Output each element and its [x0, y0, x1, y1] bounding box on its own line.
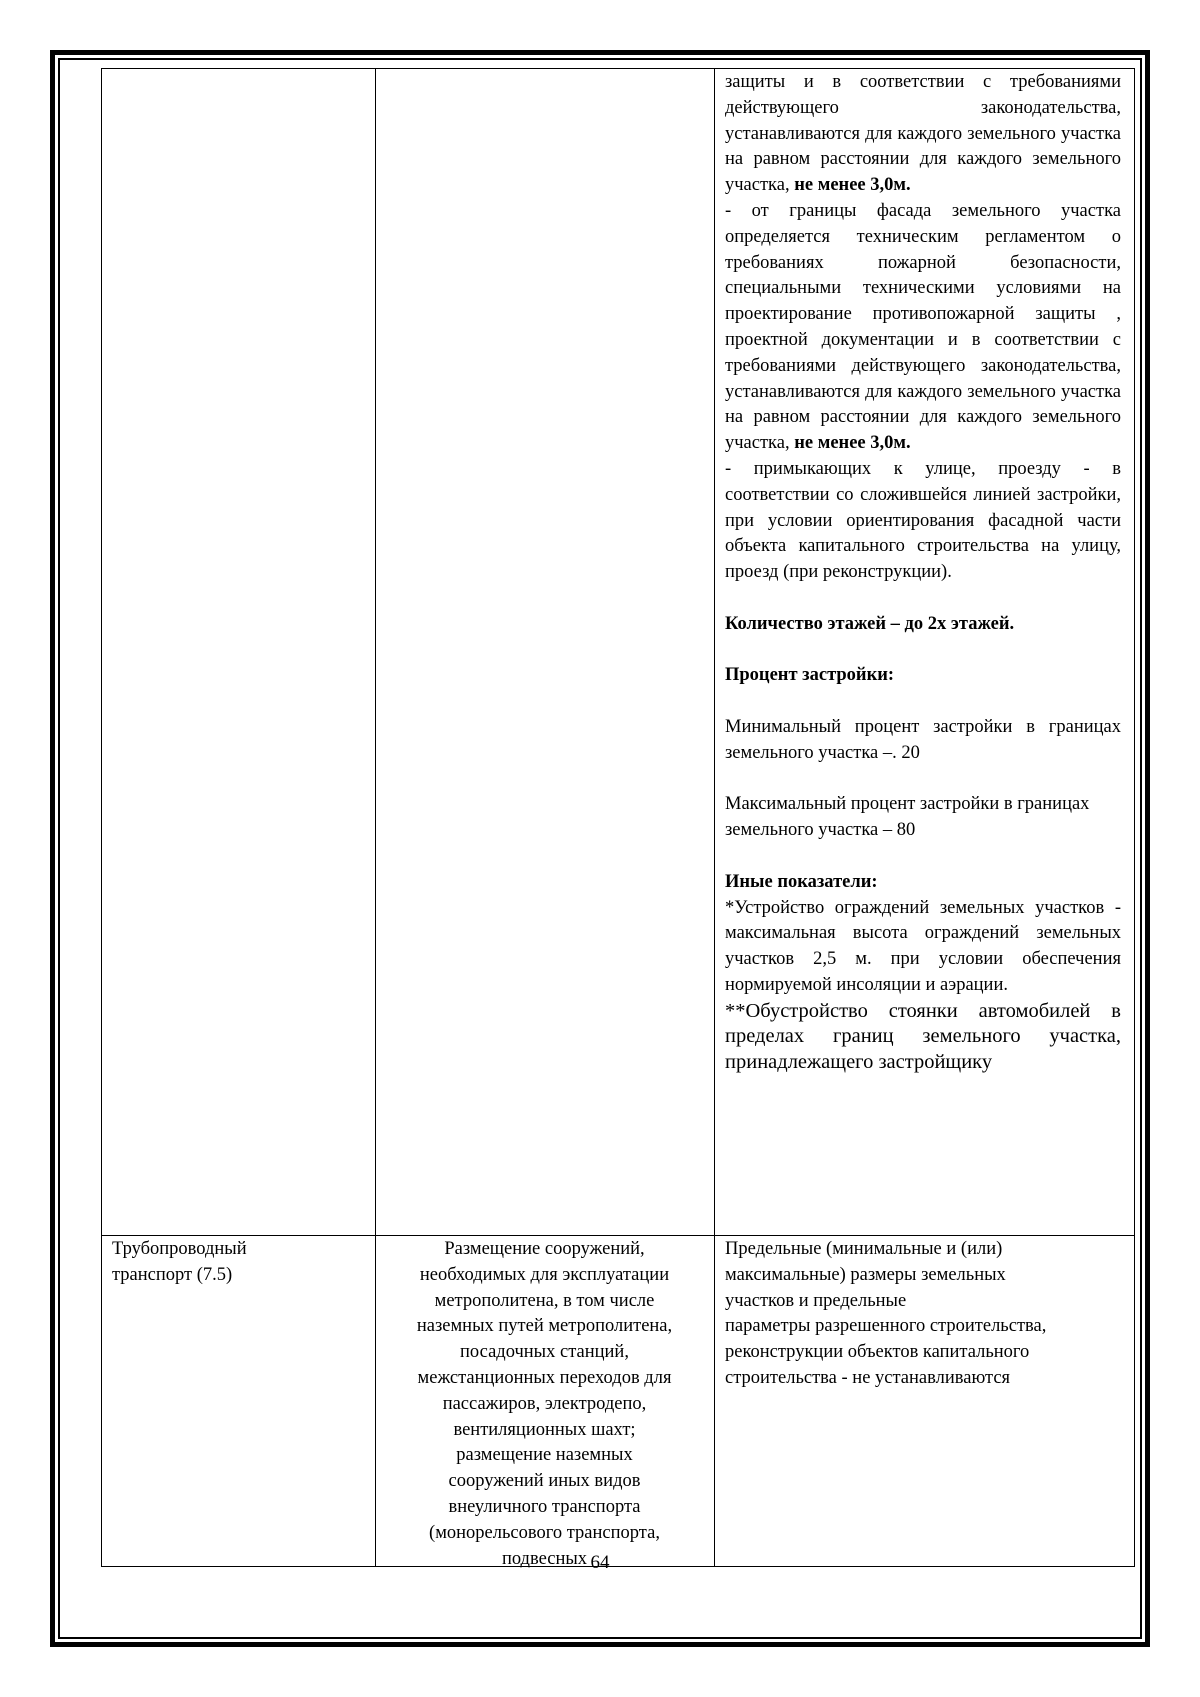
- fences-indicator: *Устройство ограждений земельных участков - максимальная высота ограждений земельных участков 2,5 м. при условии обеспечения нормируемой инсоляции и аэрации.: [725, 897, 1121, 995]
- max-building-percent: Максимальный процент застройки в границах земельного участка – 80: [725, 794, 1090, 841]
- land-use-name-line: Трубопроводный: [112, 1239, 247, 1259]
- description-line: Размещение сооружений,: [444, 1239, 645, 1259]
- description-line: метрополитена, в том числе: [434, 1290, 655, 1311]
- description-line: (монорельсового транспорта,: [429, 1522, 660, 1543]
- description-line: необходимых для эксплуатации: [419, 1264, 670, 1285]
- description-line: посадочных станций,: [460, 1342, 629, 1363]
- land-use-name-line: транспорт (7.5): [112, 1264, 233, 1285]
- row1-parameters-cell: [725, 70, 1121, 1075]
- floors-limit: Количество этажей – до 2х этажей.: [725, 613, 1015, 634]
- description-line: наземных путей метрополитена,: [416, 1316, 673, 1337]
- row-divider: [101, 1235, 1135, 1236]
- setback-paragraph-2: - от границы фасада земельного участка определяется техническим регламентом о требованиях пожарной безопасности, специальными техническими условиями на проектирование противопожарной защиты , проектной документации и в соответствии с требованиями действующего законодательства, устанавливаются для каждого земельного участка на равном расстоянии для каждого земельного участка, не менее 3,0м.: [725, 200, 1121, 454]
- description-line: пассажиров, электродепо,: [442, 1393, 647, 1414]
- description-line: внеуличного транспорта: [448, 1496, 641, 1517]
- parameters-line: максимальные) размеры земельных: [725, 1264, 1006, 1285]
- column-divider-1: [375, 68, 376, 1567]
- description-line: размещение наземных: [456, 1445, 633, 1466]
- parameters-line: параметры разрешенного строительства,: [725, 1316, 1047, 1337]
- description-line: сооружений иных видов: [448, 1471, 641, 1492]
- parameters-line: участков и предельные: [725, 1290, 907, 1311]
- parameters-line: Предельные (минимальные и (или): [725, 1239, 1003, 1259]
- row2-parameters-cell: [725, 1237, 1125, 1392]
- building-percent-heading: Процент застройки:: [725, 665, 895, 686]
- setback-paragraph-1: защиты и в соответствии с требованиями действующего законодательства, устанавливаются для каждого земельного участка на равном расстоянии для каждого земельного участка, не менее 3,0м.: [725, 72, 1121, 196]
- row2-description-cell: [378, 1237, 711, 1572]
- description-line: межстанционных переходов для: [417, 1367, 672, 1388]
- row2-land-use-cell: [112, 1237, 367, 1289]
- table-left-border: [101, 68, 102, 1567]
- parameters-line: строительства - не устанавливаются: [725, 1367, 1011, 1388]
- table-right-border: [1134, 68, 1135, 1567]
- parameters-line: реконструкции объектов капитального: [725, 1342, 1030, 1363]
- other-indicators-heading: Иные показатели:: [725, 871, 878, 892]
- page-number: 64: [590, 1552, 610, 1573]
- setback-paragraph-3: - примыкающих к улице, проезду - в соответствии со сложившейся линией застройки, при условии ориентирования фасадной части объекта капитального строительства на улицу, проезд (при реконструкции).: [725, 458, 1121, 583]
- parking-indicator: **Обустройство стоянки автомобилей в пределах границ земельного участка, принадлежащего застройщику: [725, 999, 1121, 1073]
- column-divider-2: [714, 68, 715, 1567]
- table-top-border: [101, 68, 1135, 69]
- description-line: вентиляционных шахт;: [453, 1419, 636, 1440]
- min-building-percent: Минимальный процент застройки в границах земельного участка –. 20: [725, 716, 1121, 763]
- description-line: подвесных: [501, 1548, 588, 1569]
